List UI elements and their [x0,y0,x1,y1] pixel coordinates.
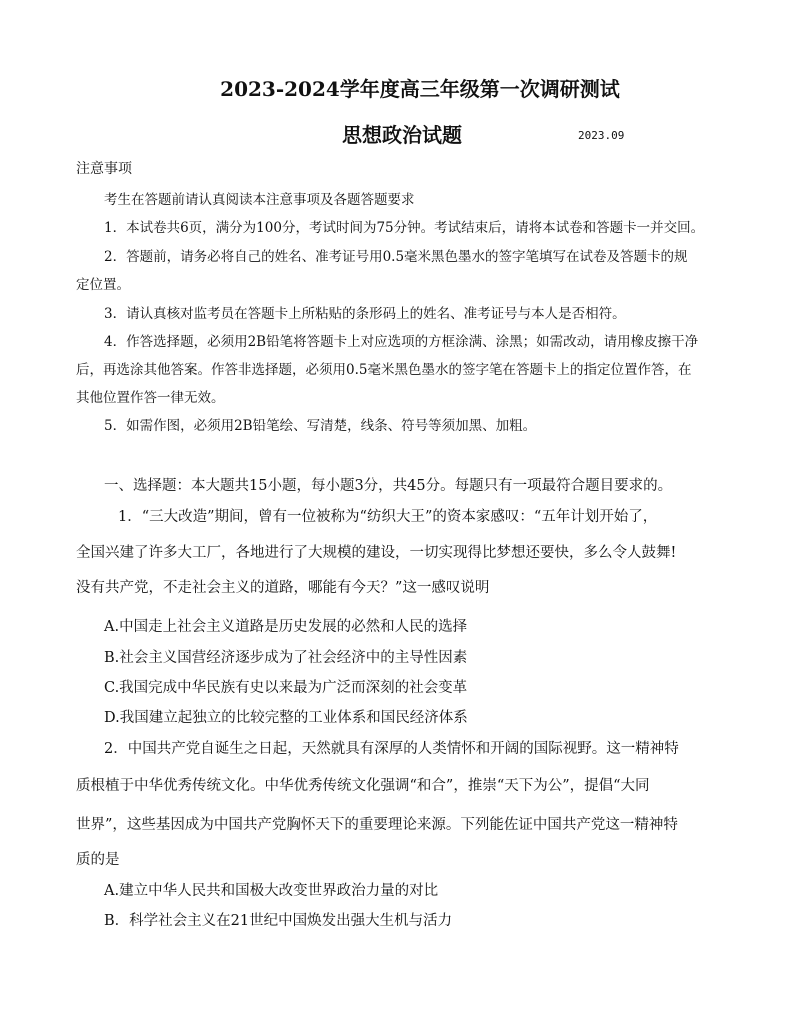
notice-item: 定位置。 [76,277,130,293]
question-option: B．科学社会主义在21世纪中国焕发出强大生机与活力 [104,913,453,929]
notice-item: 其他位置作答一律无效。 [76,390,225,406]
notice-item: 1．本试卷共6页，满分为100分，考试时间为75分钟。考试结束后，请将本试卷和答题卡一并交回。 [104,220,705,236]
notice-item: 4．作答选择题，必须用2B铅笔将答题卡上对应选项的方框涂满、涂黑；如需改动，请用橡皮擦干净 [104,334,699,350]
question-line: 2．中国共产党自诞生之日起，天然就具有深厚的人类情怀和开阔的国际视野。这一精神特 [104,741,679,757]
notice-item: 后，再选涂其他答案。作答非选择题，必须用0.5毫米黑色墨水的签字笔在答题卡上的指定位置作答，在 [76,362,692,378]
question-line: 没有共产党，不走社会主义的道路，哪能有今天？”这一感叹说明 [76,580,490,596]
question-option: D.我国建立起独立的比较完整的工业体系和国民经济体系 [104,710,468,726]
notice-item: 5．如需作图，必须用2B铅笔绘、写清楚，线条、符号等须加黑、加粗。 [104,418,537,434]
notice-heading: 注意事项 [76,161,132,177]
question-option: A.建立中华人民共和国极大改变世界政治力量的对比 [104,883,439,899]
question-line: 全国兴建了许多大工厂，各地进行了大规模的建设，一切实现得比梦想还要快，多么令人鼓舞! [76,545,677,561]
question-option: B.社会主义国营经济逐步成为了社会经济中的主导性因素 [104,650,468,666]
question-line: 质根植于中华优秀传统文化。中华优秀传统文化强调“和合”，推崇“天下为公”，提倡“大同 [76,778,650,794]
notice-item: 3．请认真核对监考员在答题卡上所粘贴的条形码上的姓名、准考证号与本人是否相符。 [104,306,626,322]
notice-intro: 考生在答题前请认真阅读本注意事项及各题答题要求 [104,192,415,208]
exam-date: 2023.09 [578,129,625,142]
exam-title: 2023-2024学年度高三年级第一次调研测试 [220,77,620,101]
exam-subject: 思想政治试题 [342,123,462,147]
notice-item: 2．答题前，请务必将自己的姓名、准考证号用0.5毫米黑色墨水的签字笔填写在试卷及答题卡的规 [104,249,688,265]
question-line: 世界”，这些基因成为中国共产党胸怀天下的重要理论来源。下列能佐证中国共产党这一精神特 [76,817,678,833]
question-line: 1．“三大改造”期间，曾有一位被称为“纺织大王”的资本家感叹：“五年计划开始了， [118,509,658,525]
question-option: A.中国走上社会主义道路是历史发展的必然和人民的选择 [104,619,468,635]
question-option: C.我国完成中华民族有史以来最为广泛而深刻的社会变革 [104,680,468,696]
section-heading: 一、选择题：本大题共15小题，每小题3分，共45分。每题只有一项最符合题目要求的。 [104,478,673,494]
question-line: 质的是 [76,852,120,868]
